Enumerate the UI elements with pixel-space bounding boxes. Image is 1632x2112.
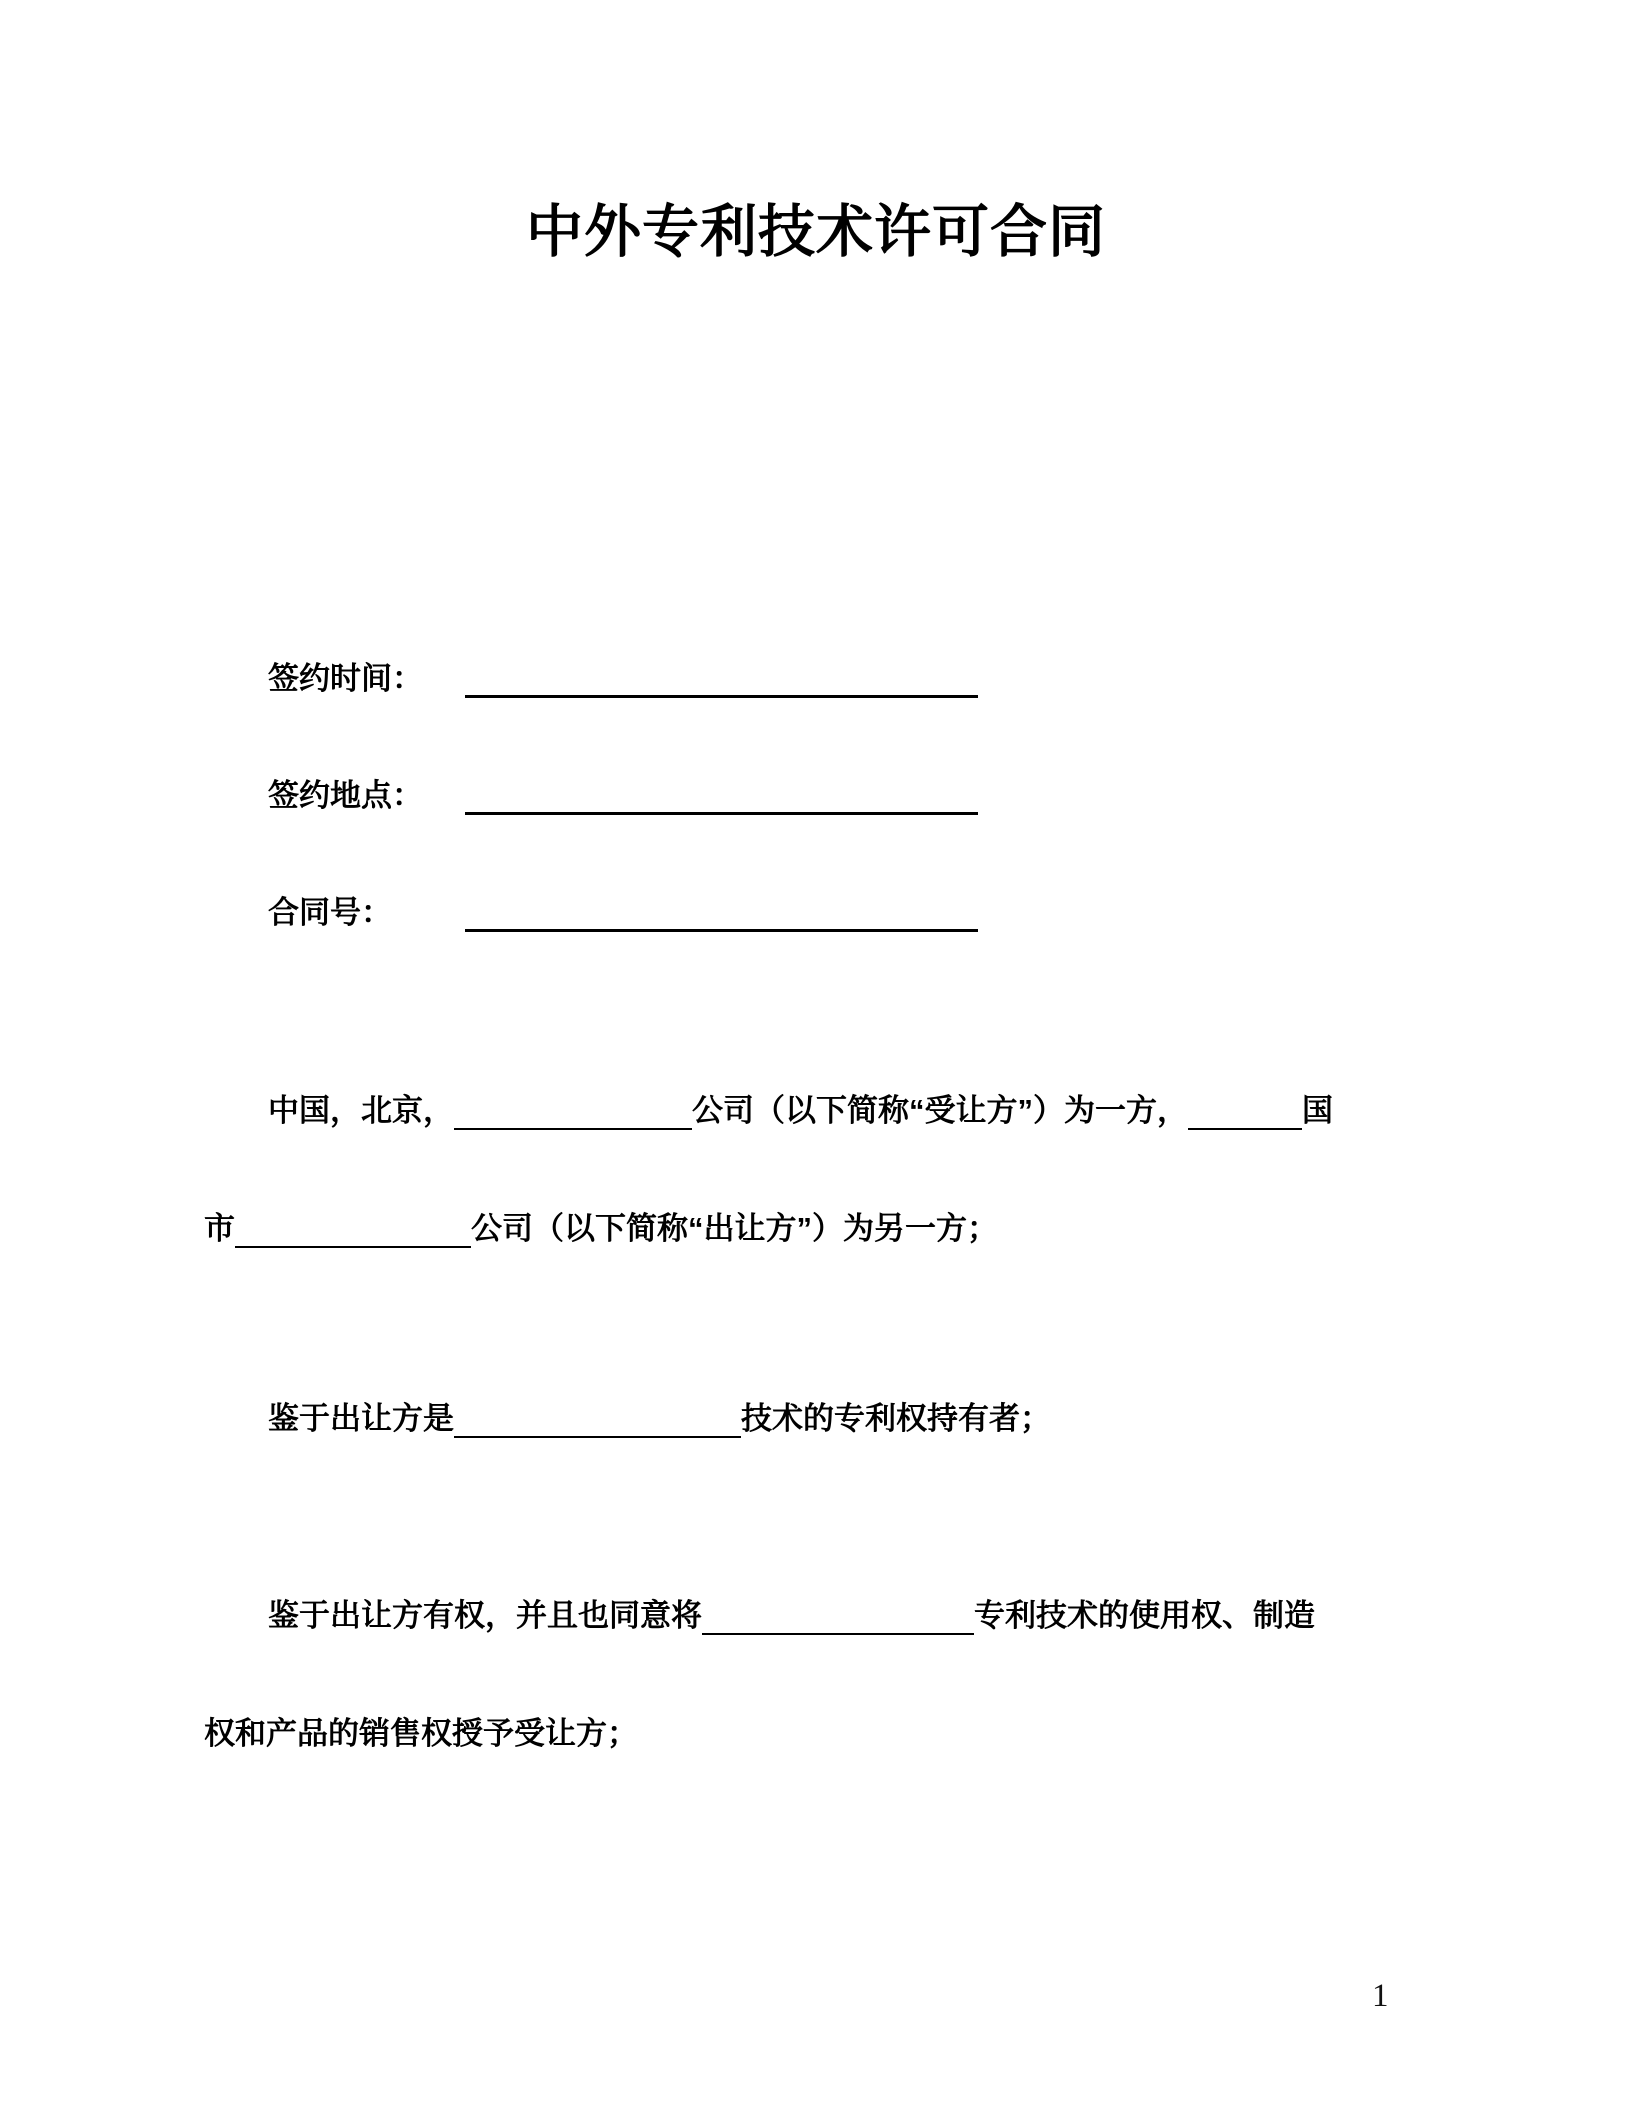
document-title: 中外专利技术许可合同 xyxy=(526,200,1106,264)
fill-in-blank[interactable] xyxy=(235,1244,471,1248)
text-run: 专利技术的使用权、制造 xyxy=(974,1598,1315,1633)
paragraph xyxy=(204,1360,1464,1478)
fill-in-blank[interactable] xyxy=(1188,1126,1302,1130)
text-run: 国 xyxy=(1302,1093,1333,1128)
text-run: 权和产品的销售权授予受让方； xyxy=(204,1716,638,1751)
fill-in-blank[interactable] xyxy=(465,927,978,932)
text-line xyxy=(204,1675,1464,1793)
text-run: 鉴于出让方有权，并且也同意将 xyxy=(268,1598,702,1633)
page-number: 1 xyxy=(1372,1978,1389,2014)
text-line xyxy=(204,1360,1464,1478)
text-run: 市 xyxy=(204,1211,235,1246)
field-label: 签约地点： xyxy=(268,778,423,813)
fill-in-blank[interactable] xyxy=(465,810,978,815)
field-label: 合同号： xyxy=(268,895,392,930)
field-row xyxy=(268,854,978,971)
fields-block xyxy=(268,620,978,971)
fill-in-blank[interactable] xyxy=(454,1434,741,1438)
field-row xyxy=(268,737,978,854)
text-run: 技术的专利权持有者； xyxy=(741,1401,1051,1436)
text-run: 公司（以下简称“出让方”）为另一方； xyxy=(471,1211,998,1246)
text-line xyxy=(204,1557,1464,1675)
fill-in-blank[interactable] xyxy=(702,1631,974,1635)
text-run: 中国，北京， xyxy=(268,1093,454,1128)
text-run: 公司（以下简称“受让方”）为一方， xyxy=(692,1093,1188,1128)
paragraph xyxy=(204,1052,1464,1288)
fill-in-blank[interactable] xyxy=(465,693,978,698)
fill-in-blank[interactable] xyxy=(454,1126,692,1130)
text-line xyxy=(204,1170,1464,1288)
field-label: 签约时间： xyxy=(268,661,423,696)
text-run: 鉴于出让方是 xyxy=(268,1401,454,1436)
field-row xyxy=(268,620,978,737)
paragraph xyxy=(204,1557,1464,1793)
text-line xyxy=(204,1052,1464,1170)
